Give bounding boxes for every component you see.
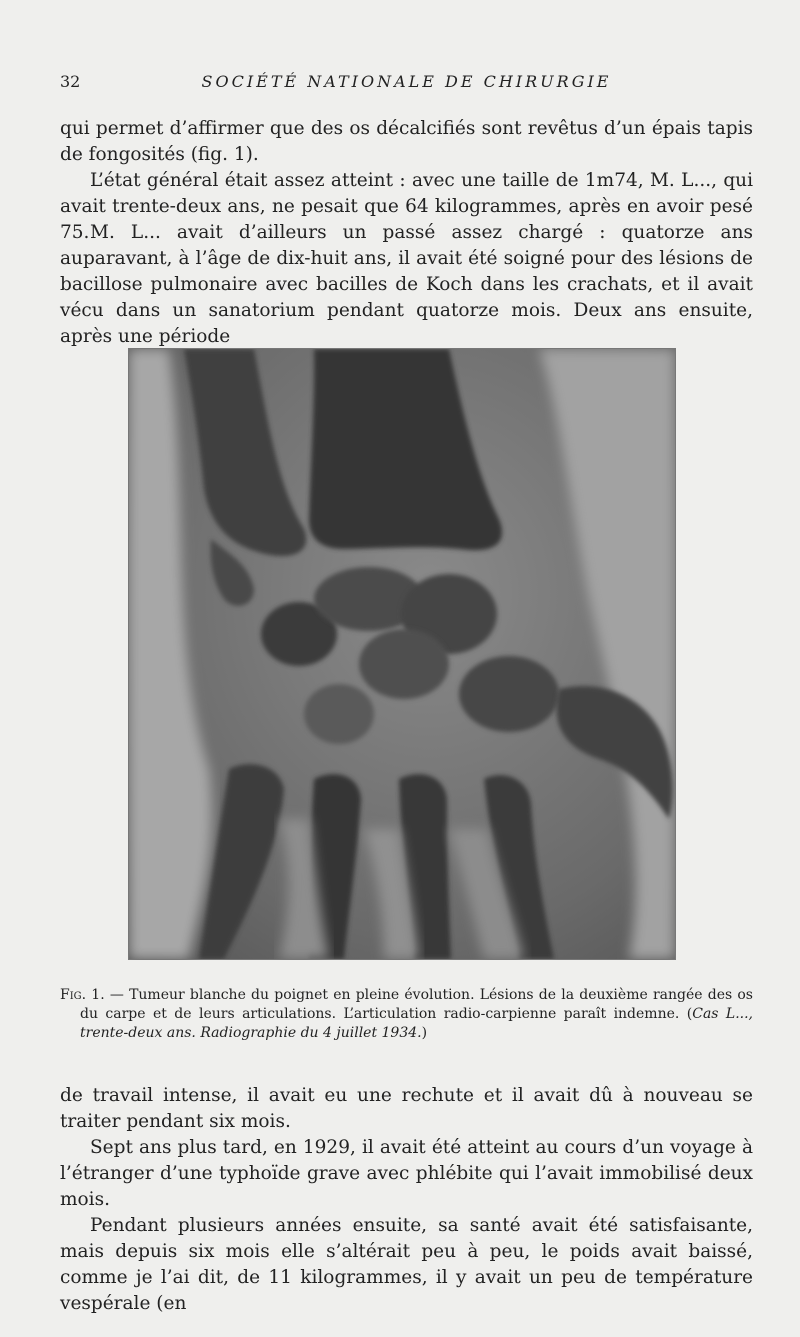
- caption-text: — Tumeur blanche du poignet en pleine évolution. Lésions de la deuxième rangée des os du carpe et de leurs articulations. L’articulation radio-carpienne paraît indemne. (: [80, 987, 753, 1022]
- paragraph: Sept ans plus tard, en 1929, il avait été atteint au cours d’un voyage à l’étranger d’une typhoïde grave avec phlébite qui l’avait immobilisé deux mois.: [60, 1137, 753, 1210]
- caption-close: ): [421, 1025, 428, 1041]
- figure-caption: [60, 986, 753, 1043]
- paragraph: M. L... avait d’ailleurs un passé assez chargé : quatorze ans auparavant, à l’âge de dix-huit ans, il avait été soigné pour des lésions de bacillose pulmonaire avec bacilles de Koch dans les crachats, et il avait vécu dans un sanatorium pendant quatorze mois. Deux ans ensuite, après une période: [60, 222, 753, 347]
- running-title: SOCIÉTÉ NATIONALE DE CHIRURGIE: [201, 72, 612, 91]
- figure-label: Fig. 1.: [60, 987, 105, 1003]
- wrist-radiograph: [128, 348, 676, 960]
- page-number: 32: [60, 72, 81, 91]
- caption-case-info: Cas L..., trente-deux ans. Radiographie du 4 juillet 1934.: [80, 1006, 754, 1041]
- paragraph: qui permet d’affirmer que des os décalcifiés sont revêtus d’un épais tapis de fongosités (fig. 1).: [60, 118, 753, 165]
- paragraph: L’état général était assez atteint : avec une taille de 1m74, M. L..., qui avait trente-deux ans, ne pesait que 64 kilogrammes, après en avoir pesé 75.: [60, 170, 753, 243]
- paragraph: Pendant plusieurs années ensuite, sa santé avait été satisfaisante, mais depuis six mois elle s’altérait peu à peu, le poids avait baissé, comme je l’ai dit, de 11 kilogrammes, il y avait un peu de température vespérale (en: [60, 1215, 753, 1314]
- page-header: [60, 72, 753, 94]
- paragraph: de travail intense, il avait eu une rechute et il avait dû à nouveau se traiter pendant six mois.: [60, 1085, 753, 1132]
